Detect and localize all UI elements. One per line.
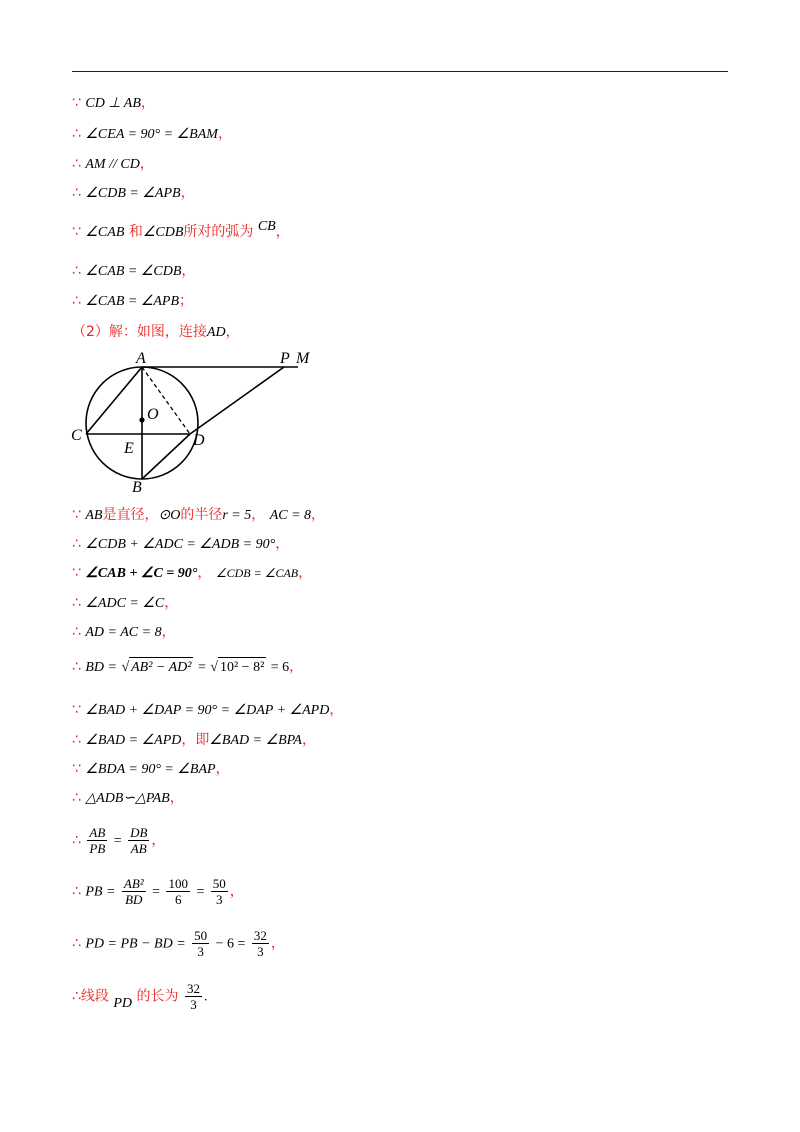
line-ab-diameter bbox=[72, 505, 325, 526]
therefore-symbol: ∴ bbox=[72, 126, 81, 142]
line-cab-cdb bbox=[72, 261, 195, 282]
equals: = bbox=[152, 884, 161, 900]
punct: ， bbox=[289, 659, 304, 675]
math-expr: PB = bbox=[85, 884, 116, 900]
punct: ； bbox=[179, 293, 194, 309]
therefore-symbol: ∴ bbox=[72, 659, 81, 675]
math-expr: ∠CDB + ∠ADC = ∠ADB = 90° bbox=[85, 537, 276, 552]
punct: ， bbox=[311, 507, 326, 523]
text-diameter: 是直径， bbox=[102, 507, 159, 523]
line-adc-c bbox=[72, 593, 178, 614]
line-am-parallel-cd bbox=[72, 154, 154, 175]
punct: ， bbox=[301, 732, 316, 748]
therefore-symbol: ∴ bbox=[72, 935, 81, 952]
therefore-symbol: ∴ bbox=[72, 595, 81, 611]
denominator: 3 bbox=[190, 997, 197, 1012]
fraction bbox=[128, 825, 149, 856]
math-expr: ∠CDB = ∠CAB bbox=[215, 566, 299, 580]
math-expr: − 6 = bbox=[215, 936, 246, 952]
text-length: 的长为 bbox=[136, 988, 179, 1005]
numerator: 50 bbox=[194, 928, 208, 943]
text-radius: 的半径 bbox=[180, 507, 223, 523]
math-expr: CD ⊥ AB bbox=[85, 96, 141, 111]
arc-label: CB bbox=[257, 219, 276, 234]
because-symbol: ∵ bbox=[72, 702, 81, 718]
equals: = bbox=[196, 884, 205, 900]
punct: ， bbox=[181, 263, 196, 279]
math-expr: ∠CDB = ∠APB bbox=[85, 186, 181, 201]
label-e: E bbox=[124, 440, 134, 457]
punct: ， bbox=[225, 324, 240, 340]
line-ratio bbox=[72, 825, 165, 856]
punct: ， bbox=[275, 224, 290, 240]
because-symbol: ∵ bbox=[72, 565, 81, 581]
because-symbol: ∵ bbox=[72, 761, 81, 777]
math-expr: ∠CDB bbox=[142, 225, 184, 240]
fraction bbox=[122, 876, 146, 907]
text-namely: ，即 bbox=[181, 732, 210, 748]
numerator: 100 bbox=[168, 876, 188, 891]
line-arc-cb bbox=[72, 219, 290, 243]
math-expr: PD = PB − BD = bbox=[85, 936, 186, 952]
denominator: 3 bbox=[216, 892, 223, 907]
math-expr: PD bbox=[113, 995, 133, 1011]
fraction bbox=[87, 825, 107, 856]
result: = 6 bbox=[270, 660, 290, 675]
math-expr: r = 5 bbox=[222, 508, 252, 523]
label-c: C bbox=[71, 427, 82, 444]
math-expr: ∠CAB = ∠CDB bbox=[85, 264, 182, 279]
label-a: A bbox=[136, 350, 146, 367]
punct: ， bbox=[329, 702, 344, 718]
equals: = bbox=[113, 833, 122, 849]
punct: ， bbox=[140, 95, 155, 111]
math-expr: AD = AC = 8 bbox=[85, 625, 162, 640]
punct: ， bbox=[161, 624, 176, 640]
punct: ， bbox=[275, 536, 290, 552]
math-expr: ∠BAD = ∠BPA bbox=[209, 733, 302, 748]
punct: ， bbox=[270, 935, 285, 952]
numerator: 50 bbox=[212, 876, 226, 891]
denominator: 3 bbox=[257, 944, 264, 959]
punct: ， bbox=[197, 565, 212, 581]
math-expr: ∠ADC = ∠C bbox=[85, 596, 165, 611]
punct: ， bbox=[169, 790, 184, 806]
label-m: M bbox=[296, 350, 310, 367]
therefore-symbol: ∴ bbox=[72, 732, 81, 748]
therefore-symbol: ∴ bbox=[72, 624, 81, 640]
because-symbol: ∵ bbox=[72, 507, 81, 523]
punct: ， bbox=[217, 126, 232, 142]
math-expr: AB bbox=[85, 508, 103, 523]
fraction bbox=[166, 876, 190, 907]
label-p: P bbox=[280, 350, 290, 367]
because-symbol: ∵ bbox=[72, 224, 81, 240]
numerator: AB bbox=[89, 825, 106, 840]
line-cd-perp-ab bbox=[72, 93, 155, 114]
math-expr: ⊙O bbox=[158, 508, 181, 523]
therefore-symbol: ∴ bbox=[72, 293, 81, 309]
math-expr: ∠BDA = 90° = ∠BAP bbox=[85, 762, 216, 777]
segment-ad-dashed bbox=[142, 367, 190, 434]
math-expr: ∠CAB = ∠APB bbox=[85, 294, 180, 309]
math-expr: △ADB∽△PAB bbox=[85, 791, 170, 806]
sqrt-sign: √ bbox=[210, 660, 218, 675]
punct: ， bbox=[164, 595, 179, 611]
sqrt-radicand: 10² − 8² bbox=[218, 657, 266, 678]
math-expr: ∠BAD + ∠DAP = 90° = ∠DAP + ∠APD bbox=[85, 703, 330, 718]
therefore-symbol: ∴ bbox=[72, 185, 81, 201]
segment-dp bbox=[190, 367, 284, 434]
label-d: D bbox=[193, 432, 205, 449]
punct: ， bbox=[229, 883, 244, 900]
math-expr: AC = 8 bbox=[269, 508, 312, 523]
therefore-symbol: ∴ bbox=[72, 883, 81, 900]
part2-text: （2）解：如图，连接 bbox=[72, 324, 207, 340]
line-cab-apb bbox=[72, 291, 193, 312]
math-expr: AM // CD bbox=[85, 157, 140, 172]
numerator: 32 bbox=[186, 981, 200, 996]
therefore-symbol: ∴ bbox=[72, 832, 81, 849]
label-o: O bbox=[147, 406, 159, 423]
text-and: 和 bbox=[128, 224, 143, 240]
numerator: DB bbox=[130, 825, 148, 840]
denominator: BD bbox=[125, 892, 143, 907]
therefore-symbol: ∴ bbox=[72, 790, 81, 806]
segment-ac bbox=[86, 367, 142, 434]
denominator: PB bbox=[89, 841, 106, 856]
math-expr: AD bbox=[206, 325, 226, 340]
center-point-o bbox=[139, 417, 144, 422]
line-pb bbox=[72, 876, 244, 907]
line-bda-bap bbox=[72, 759, 230, 780]
text-arc: 所对的弧为 bbox=[183, 224, 254, 240]
numerator: AB² bbox=[123, 876, 144, 891]
denominator: 6 bbox=[174, 892, 182, 907]
math-expr: ∠BAD = ∠APD bbox=[85, 733, 182, 748]
therefore-symbol: ∴ bbox=[72, 536, 81, 552]
because-symbol: ∵ bbox=[72, 95, 81, 111]
sqrt-radicand: AB² − AD² bbox=[129, 657, 193, 678]
equals: = bbox=[197, 660, 206, 675]
segment-bd bbox=[142, 434, 190, 479]
circle-diagram bbox=[66, 346, 326, 496]
punct: ， bbox=[298, 565, 313, 581]
line-cab-c-90 bbox=[72, 563, 312, 584]
punct: ， bbox=[251, 507, 266, 523]
line-pd bbox=[72, 928, 285, 959]
line-conclusion bbox=[72, 981, 207, 1012]
line-cea-90 bbox=[72, 124, 232, 145]
punct: ， bbox=[139, 156, 154, 172]
denominator: AB bbox=[130, 841, 147, 856]
sqrt-sign: √ bbox=[121, 660, 130, 675]
therefore-symbol: ∴ bbox=[72, 263, 81, 279]
line-bad-apd bbox=[72, 730, 316, 751]
numerator: 32 bbox=[253, 928, 267, 943]
fraction bbox=[192, 928, 209, 959]
punct: . bbox=[203, 989, 208, 1005]
math-expr: ∠CEA = 90° = ∠BAM bbox=[85, 127, 218, 142]
punct: ， bbox=[151, 832, 166, 849]
line-ad-ac-8 bbox=[72, 622, 176, 643]
line-cdb-apb bbox=[72, 183, 195, 204]
math-expr: ∠CAB bbox=[85, 225, 125, 240]
line-part2-heading bbox=[72, 322, 240, 343]
line-adb-90 bbox=[72, 534, 289, 555]
punct: ， bbox=[215, 761, 230, 777]
line-similar-triangles bbox=[72, 788, 184, 809]
math-expr: BD = bbox=[85, 660, 117, 675]
fraction bbox=[211, 876, 228, 907]
therefore-symbol: ∴ bbox=[72, 988, 81, 1005]
punct: ， bbox=[180, 185, 195, 201]
denominator: 3 bbox=[197, 944, 204, 959]
math-expr: ∠CAB + ∠C = 90° bbox=[85, 566, 198, 581]
line-bad-dap bbox=[72, 700, 343, 721]
label-b: B bbox=[132, 479, 142, 496]
fraction bbox=[252, 928, 269, 959]
line-bd-sqrt bbox=[72, 657, 303, 678]
therefore-symbol: ∴ bbox=[72, 156, 81, 172]
header-rule bbox=[72, 71, 728, 72]
fraction bbox=[185, 981, 202, 1012]
text-segment: 线段 bbox=[80, 988, 109, 1005]
